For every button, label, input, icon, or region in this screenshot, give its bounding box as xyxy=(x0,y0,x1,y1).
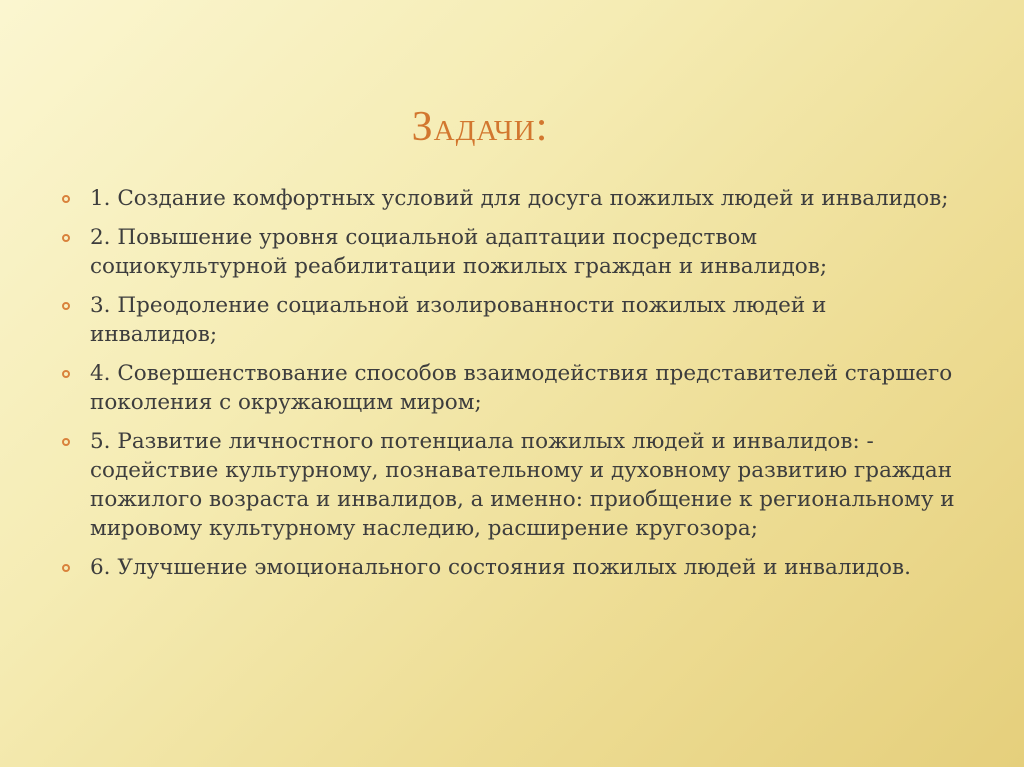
bullet-icon xyxy=(62,438,70,446)
slide-title: Задачи: xyxy=(411,104,549,150)
list-item xyxy=(60,184,960,213)
bullet-icon xyxy=(62,234,70,242)
list-item-text: 4. Совершенствование способов взаимодействия представителей старшего поколения с окружающим миром; xyxy=(90,361,953,415)
list-item xyxy=(60,291,960,349)
list-item xyxy=(60,553,960,582)
list-item-text: 6. Улучшение эмоционального состояния пожилых людей и инвалидов. xyxy=(90,555,911,580)
list-item xyxy=(60,223,960,281)
task-list xyxy=(60,184,960,592)
list-item xyxy=(60,427,960,543)
list-item xyxy=(60,359,960,417)
list-item-text: 5. Развитие личностного потенциала пожилых людей и инвалидов: - содействие культурному, познавательному и духовному развитию граждан пожилого возраста и инвалидов, а именно: приобщение к региональному и мировому культурному наследию, расширение кругозора; xyxy=(90,429,955,541)
bullet-icon xyxy=(62,195,70,203)
bullet-icon xyxy=(62,564,70,572)
list-item-text: 2. Повышение уровня социальной адаптации посредством социокультурной реабилитации пожилых граждан и инвалидов; xyxy=(90,225,828,279)
list-item-text: 1. Создание комфортных условий для досуга пожилых людей и инвалидов; xyxy=(90,186,949,211)
bullet-icon xyxy=(62,370,70,378)
bullet-icon xyxy=(62,302,70,310)
list-item-text: 3. Преодоление социальной изолированности пожилых людей и инвалидов; xyxy=(90,293,827,347)
